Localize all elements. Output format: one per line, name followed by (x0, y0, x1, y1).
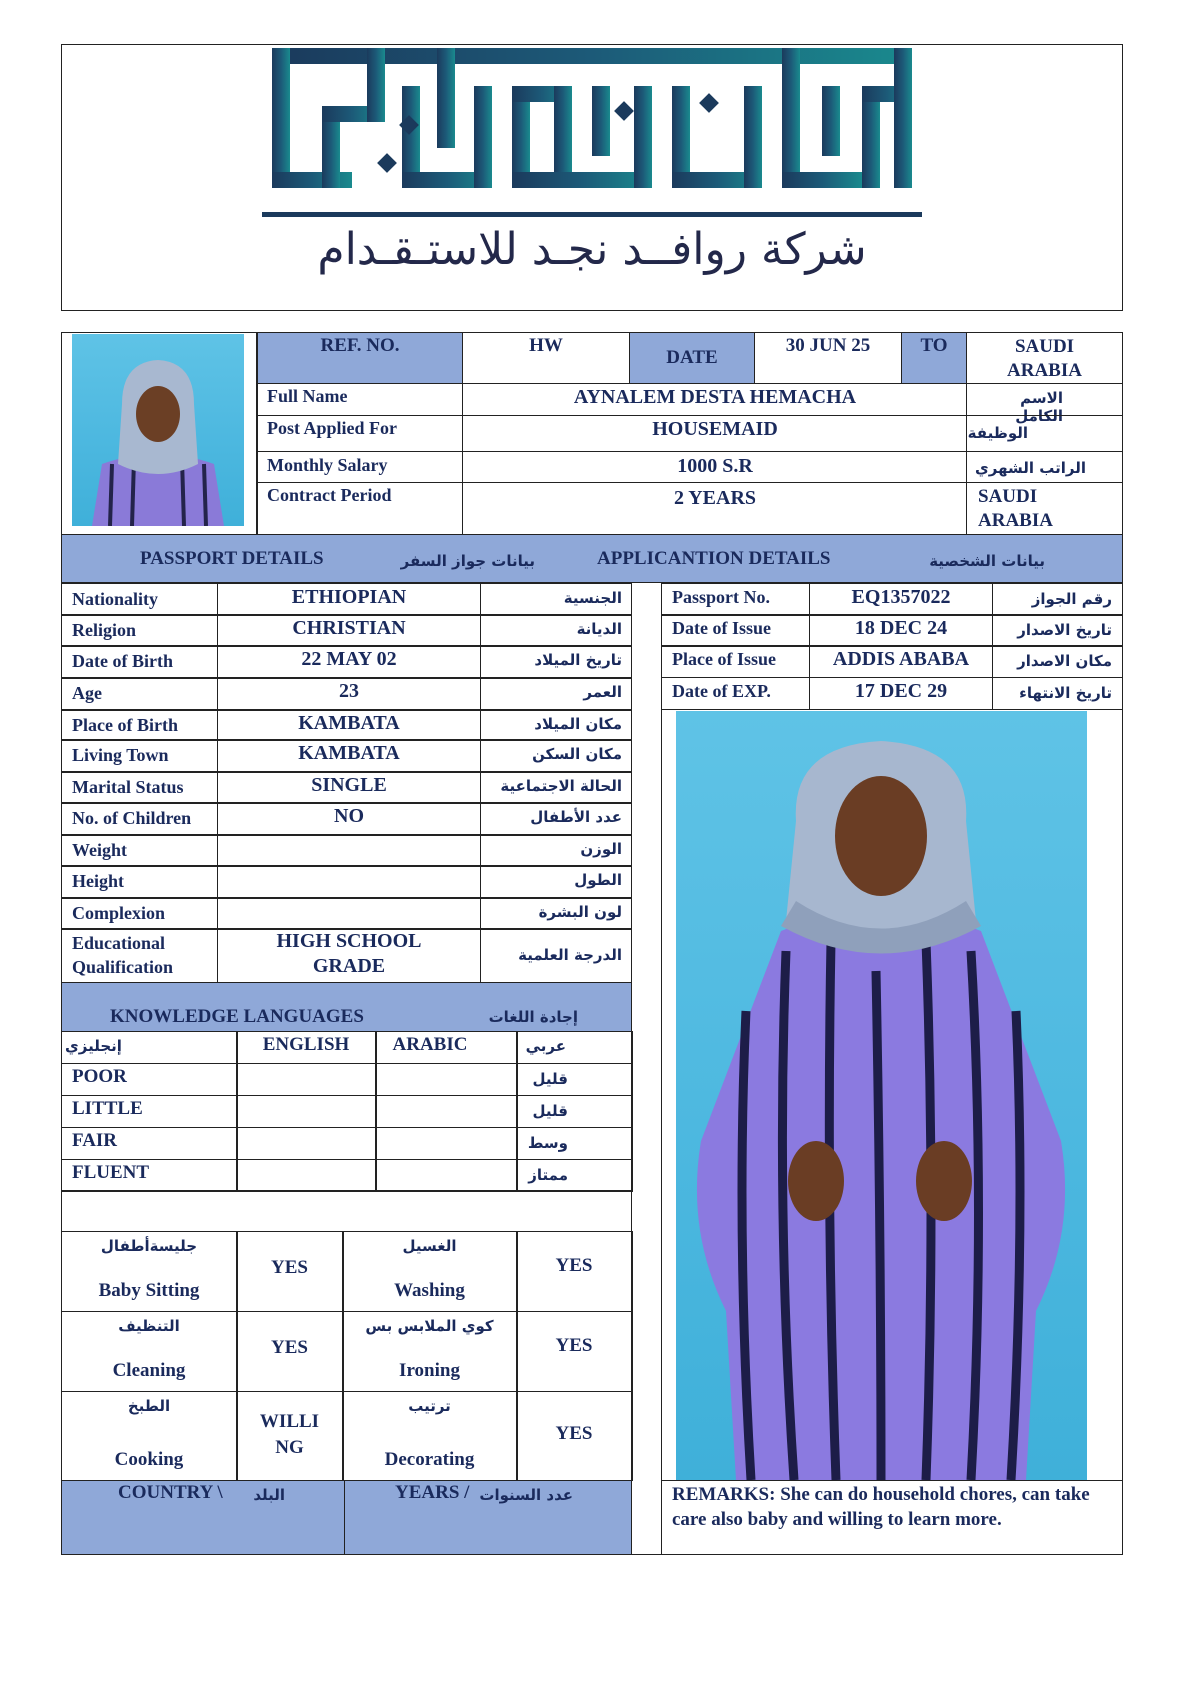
lang-level: POOR (72, 1066, 127, 1087)
passport-ar: مكان الاصدار (1017, 652, 1112, 670)
lang-head-ar-right: عربي (525, 1037, 566, 1055)
passport-ar: تاريخ الاصدار (1017, 621, 1112, 639)
skill-ar-2: كوي الملابس بس (365, 1317, 494, 1335)
passport-label: Passport No. (672, 587, 770, 607)
skill-value-1: YES (271, 1257, 308, 1278)
salary-value: 1000 S.R (677, 455, 753, 477)
ref-label-cell (257, 332, 463, 384)
date-label-cell (629, 332, 755, 384)
company-name-arabic: شركة روافــد نجـد للاستـقـدام (317, 224, 867, 275)
personal-ar: الطول (574, 871, 622, 889)
personal-label: Weight (72, 840, 128, 860)
skill-en-2: Ironing (399, 1360, 460, 1381)
personal-ar: تاريخ الميلاد (534, 651, 622, 669)
application-details-ar: بيانات الشخصية (929, 552, 1045, 570)
passport-value: ADDIS ABABA (832, 648, 970, 670)
lang-level: LITTLE (72, 1098, 143, 1119)
skill-value-2: YES (555, 1255, 593, 1276)
personal-value: NO (334, 805, 364, 827)
middle-divider-right (661, 583, 662, 1555)
middle-divider-left (631, 583, 632, 1555)
passport-label: Date of EXP. (672, 681, 771, 701)
full-name-label: Full Name (267, 386, 348, 406)
passport-ar: رقم الجواز (1031, 590, 1112, 608)
full-name-value: AYNALEM DESTA HEMACHA (573, 386, 857, 408)
to-value: SAUDI ARABIA (1007, 336, 1082, 381)
skill-value-2: YES (555, 1423, 593, 1444)
skill-ar-1: الطبخ (127, 1397, 171, 1415)
personal-ar: الديانة (576, 620, 622, 638)
date-label: DATE (666, 347, 718, 368)
passport-details-en: PASSPORT DETAILS (140, 548, 324, 569)
skill-en-2: Washing (394, 1280, 465, 1301)
post-value: HOUSEMAID (652, 418, 778, 440)
skill-en-2: Decorating (384, 1449, 475, 1470)
post-label: Post Applied For (267, 418, 398, 438)
personal-value-cell (217, 897, 481, 930)
applicant-photo-full (676, 711, 1087, 1480)
lang-cell (375, 1159, 518, 1192)
country-label: COUNTRY \ (118, 1482, 223, 1503)
skill-value-1: WILLI NG (259, 1411, 320, 1458)
skill-en-1: Cleaning (112, 1360, 186, 1381)
passport-details-ar: بيانات جواز السفر (400, 552, 535, 570)
lang-cell (236, 1127, 377, 1160)
personal-value: 22 MAY 02 (301, 648, 397, 670)
personal-label: Nationality (72, 589, 159, 609)
skill-value-1: YES (271, 1337, 308, 1358)
personal-ar: عدد الأطفال (530, 808, 622, 826)
skill-ar-2: ترتيب (408, 1397, 451, 1415)
date-value: 30 JUN 25 (785, 335, 871, 356)
personal-label: Religion (72, 620, 137, 640)
salary-ar: الراتب الشهري (975, 459, 1086, 477)
company-logo (262, 46, 922, 286)
lang-cell (375, 1127, 518, 1160)
passport-value: 18 DEC 24 (854, 617, 948, 639)
ref-value-cell (462, 332, 630, 384)
skill-value-2: YES (555, 1335, 593, 1356)
languages-title-en: KNOWLEDGE LANGUAGES (110, 1006, 364, 1027)
personal-ar: لون البشرة (538, 903, 622, 921)
post-ar: الوظيفة (967, 424, 1028, 442)
personal-value: KAMBATA (298, 712, 400, 734)
lang-cell (236, 1095, 377, 1128)
personal-ar: مكان الميلاد (534, 715, 622, 733)
years-label: YEARS / (395, 1482, 470, 1503)
date-value-cell (754, 332, 902, 384)
ref-value: HW (529, 335, 563, 356)
country-ar: البلد (253, 1486, 285, 1504)
salary-label: Monthly Salary (267, 455, 388, 475)
lang-head-english: ENGLISH (262, 1034, 350, 1055)
skill-ar-2: الغسيل (402, 1237, 457, 1255)
to-value-cell (966, 332, 1123, 384)
personal-value: HIGH SCHOOL GRADE (276, 930, 422, 977)
personal-label: Marital Status (72, 777, 184, 797)
contract-value: 2 YEARS (673, 487, 757, 509)
languages-title-ar: إجادة اللغات (488, 1008, 578, 1026)
personal-ar: الحالة الاجتماعية (500, 777, 622, 795)
passport-value: EQ1357022 (851, 586, 951, 608)
applicant-photo-small (72, 334, 244, 526)
lang-cell (236, 1159, 377, 1192)
lang-level-ar: ممتاز (528, 1166, 568, 1184)
passport-label: Place of Issue (672, 649, 776, 669)
personal-value: CHRISTIAN (292, 617, 406, 639)
personal-label: Date of Birth (72, 651, 173, 671)
skill-en-1: Baby Sitting (98, 1280, 200, 1301)
lang-cell (375, 1063, 518, 1096)
skill-en-1: Cooking (114, 1449, 184, 1470)
lang-head-arabic: ARABIC (392, 1034, 468, 1055)
personal-value: ETHIOPIAN (291, 586, 407, 608)
personal-label: Place of Birth (72, 715, 178, 735)
personal-value: SINGLE (311, 774, 387, 796)
lang-level-ar: قليل (532, 1070, 568, 1088)
skill-ar-1: جليسةأطفال (100, 1237, 198, 1255)
personal-label: No. of Children (72, 808, 192, 828)
passport-label: Date of Issue (672, 618, 771, 638)
passport-value: 17 DEC 29 (854, 680, 948, 702)
lang-head-ar-left: إنجليزي (65, 1037, 122, 1055)
lang-level: FAIR (72, 1130, 118, 1151)
lang-level-ar: وسط (527, 1134, 568, 1152)
personal-label: Age (72, 683, 102, 703)
personal-label: Educational Qualification (72, 933, 174, 977)
personal-value: KAMBATA (298, 742, 400, 764)
passport-ar: تاريخ الانتهاء (1019, 684, 1112, 702)
contract-label: Contract Period (267, 485, 392, 505)
lang-cell (236, 1063, 377, 1096)
personal-value-cell (217, 834, 481, 867)
to-label: TO (920, 335, 948, 356)
personal-value: 23 (339, 680, 359, 702)
personal-label: Living Town (72, 745, 169, 765)
lang-cell (375, 1095, 518, 1128)
remarks-text: REMARKS: She can do household chores, can take care also baby and willing to learn more. (672, 1484, 1090, 1530)
personal-ar: الدرجة العلمية (518, 946, 622, 964)
personal-ar: العمر (583, 683, 622, 701)
to-label-cell (901, 332, 967, 384)
blank-row (61, 1190, 632, 1232)
personal-ar: الوزن (580, 840, 622, 858)
years-ar: عدد السنوات (479, 1486, 573, 1504)
ref-label: REF. NO. (320, 335, 400, 356)
personal-value-cell (217, 865, 481, 899)
personal-label: Height (72, 871, 124, 891)
full-name-ar: الاسم الكامل (1015, 389, 1063, 425)
personal-ar: الجنسية (563, 589, 622, 607)
personal-ar: مكان السكن (532, 745, 622, 763)
personal-label: Complexion (72, 903, 166, 923)
application-details-en: APPLICANTION DETAILS (597, 548, 831, 569)
lang-level-ar: قليل (532, 1102, 568, 1120)
skill-ar-1: التنظيف (118, 1317, 180, 1335)
contract-country: SAUDI ARABIA (978, 486, 1053, 531)
lang-level: FLUENT (72, 1162, 150, 1183)
